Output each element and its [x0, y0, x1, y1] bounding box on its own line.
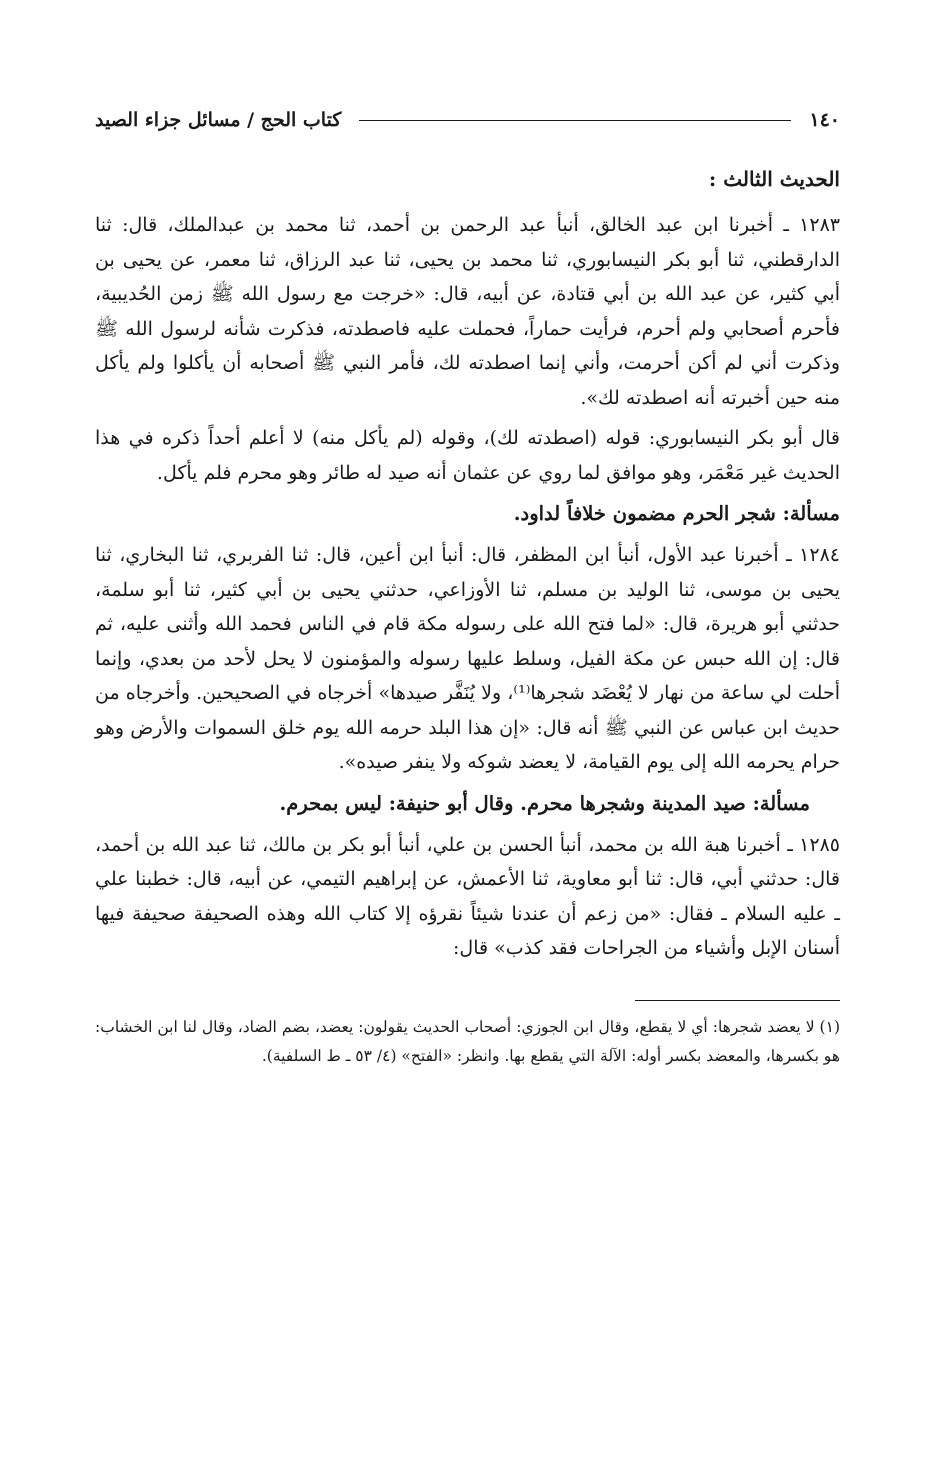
hadith-1285: ١٢٨٥ ـ أخبرنا هبة الله بن محمد، أنبأ الحسن بن علي، أنبأ أبو بكر بن مالك، ثنا عبد الله بن أحمد، قال: حدثني أبي، قال: ثنا أبو معاوية، ثنا الأعمش، عن إبراهيم التيمي، عن أبيه، قال: خطبنا علي ـ عليه السلام ـ فقال: «من زعم أن عندنا شيئاً نقرؤه إلا كتاب الله وهذه الصحيفة صحيفة فيها أسنان الإبل وأشياء من الجراحات فقد كذب» قال: — [95, 833, 840, 959]
hadith-1283: ١٢٨٣ ـ أخبرنا ابن عبد الخالق، أنبأ عبد الرحمن بن أحمد، ثنا محمد بن عبدالملك، قال: ثنا الدارقطني، ثنا أبو بكر النيسابوري، ثنا محمد بن يحيى، ثنا عبد الرزاق، ثنا معمر، عن يحيى بن أبي كثير، عن عبد الله بن أبي قتادة، عن أبيه، قال: «خرجت مع رسول الله ﷺ زمن الحُديبية، فأحرم أصحابي ولم أحرم، فرأيت حماراً، فحملت عليه فاصطدته، فذكرت شأنه لرسول الله ﷺ وذكرت أني لم أكن أحرمت، وأني إنما اصطدته لك، فأمر النبي ﷺ أصحابه أن يأكلوا ولم يأكل منه حين أخبرته أنه اصطدته لك». — [95, 214, 840, 409]
comment-1283: قال أبو بكر النيسابوري: قوله (اصطدته لك)، وقوله (لم يأكل منه) لا أعلم أحداً ذكره في هذا الحديث غير مَعْمَر، وهو موافق لما روي عن عثمان أنه صيد له طائر وهو محرم فلم يأكل. — [95, 427, 840, 484]
issue-heading-haram-trees: مسألة: شجر الحرم مضمون خلافاً لداود. — [513, 502, 840, 525]
footnote-1: (١) لا يعضد شجرها: أي لا يقطع، وقال ابن الجوزي: أصحاب الحديث يقولون: يعضد، بضم الضاد، وقال لنا ابن الخشاب: هو بكسرها، والمعضد بكسر أوله: الآلة التي يقطع بها. وانظر: «الفتح» (٤/ ٥٣ ـ ط السلفية). — [95, 1017, 840, 1065]
running-title: كتاب الحج / مسائل جزاء الصيد — [95, 109, 342, 131]
main-text — [95, 160, 840, 966]
footnote-rule — [635, 1000, 840, 1001]
section-heading: الحديث الثالث : — [708, 167, 840, 191]
running-header — [95, 100, 840, 140]
page-number: ١٤٠ — [809, 109, 840, 131]
header-rule — [359, 120, 791, 121]
issue-heading-madina: مسألة: صيد المدينة وشجرها محرم. وقال أبو حنيفة: ليس بمحرم. — [279, 791, 810, 815]
hadith-1284: ١٢٨٤ ـ أخبرنا عبد الأول، أنبأ ابن المظفر، قال: أنبأ ابن أعين، قال: ثنا الفربري، ثنا البخاري، ثنا يحيى بن موسى، ثنا الوليد بن مسلم، ثنا الأوزاعي، حدثني يحيى بن أبي كثير، ثنا أبو سلمة، حدثني أبو هريرة، قال: «لما فتح الله على رسوله مكة قام في الناس فحمد الله وأثنى عليه، ثم قال: إن الله حبس عن مكة الفيل، وسلط عليها رسوله والمؤمنون لا يحل لأحد من بعدي، وإنما أحلت لي ساعة من نهار لا يُعْضَد شجرها⁽¹⁾، ولا يُنَفَّر صيدها» أخرجاه في الصحيحين. وأخرجاه من حديث ابن عباس عن النبي ﷺ أنه قال: «إن هذا البلد حرمه الله يوم خلق السموات والأرض وهو حرام يحرمه الله إلى يوم القيامة، لا يعضد شوكه ولا ينفر صيده». — [95, 544, 840, 773]
book-page — [95, 100, 840, 1071]
